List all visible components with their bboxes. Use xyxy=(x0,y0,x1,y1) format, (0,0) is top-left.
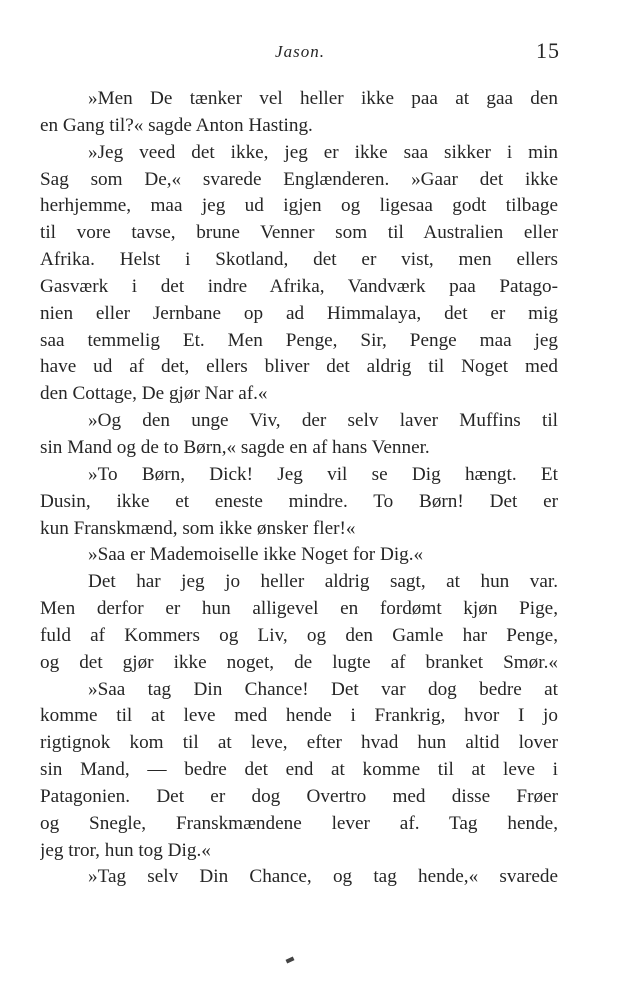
text-line: komme til at leve med hende i Frankrig, hvor I jo xyxy=(40,705,558,727)
text-line: og Snegle, Franskmændene lever af. Tag hende, xyxy=(40,812,558,834)
running-title: Jason. xyxy=(275,42,325,61)
text-line: herhjemme, maa jeg ud igjen og ligesaa godt tilbage xyxy=(40,195,558,217)
text-line: Dusin, ikke et eneste mindre. To Børn! Det er xyxy=(40,490,558,512)
text-line: en Gang til?« sagde Anton Hasting. xyxy=(40,114,313,136)
text-line: og det gjør ikke noget, de lugte af branket Smør.« xyxy=(40,651,558,673)
text-line: »Men De tænker vel heller ikke paa at gaa den xyxy=(88,88,558,109)
text-line: sin Mand, — bedre det end at komme til at leve i xyxy=(40,759,558,781)
text-line: »Saa er Mademoiselle ikke Noget for Dig.« xyxy=(88,544,424,566)
page-number: 15 xyxy=(536,38,560,63)
text-line: nien eller Jernbane op ad Himmalaya, det er mig xyxy=(40,302,558,324)
body-text xyxy=(40,86,558,891)
text-line: »To Børn, Dick! Jeg vil se Dig hængt. Et xyxy=(88,463,558,485)
text-line: jeg tror, hun tog Dig.« xyxy=(40,839,211,861)
text-line: »Jeg veed det ikke, jeg er ikke saa sikker i min xyxy=(88,141,558,163)
text-line: rigtignok kom til at leve, efter hvad hun altid lover xyxy=(40,732,558,754)
text-line: »Saa tag Din Chance! Det var dog bedre at xyxy=(88,678,558,700)
text-line: kun Franskmænd, som ikke ønsker fler!« xyxy=(40,517,356,539)
text-line: fuld af Kommers og Liv, og den Gamle har Penge, xyxy=(40,624,558,646)
text-line: »Og den unge Viv, der selv laver Muffins til xyxy=(88,410,558,432)
text-line: Men derfor er hun alligevel en fordømt kjøn Pige, xyxy=(40,598,558,620)
text-line: Gasværk i det indre Afrika, Vandværk paa Patago- xyxy=(40,275,558,297)
text-line: Det har jeg jo heller aldrig sagt, at hun var. xyxy=(88,571,558,593)
text-line: have ud af det, ellers bliver det aldrig til Noget med xyxy=(40,356,558,378)
text-line: den Cottage, De gjør Nar af.« xyxy=(40,383,268,405)
text-line: »Tag selv Din Chance, og tag hende,« svarede xyxy=(88,866,558,888)
print-mark xyxy=(286,956,295,963)
text-line: Afrika. Helst i Skotland, det er vist, men ellers xyxy=(40,249,558,271)
text-line: sin Mand og de to Børn,« sagde en af hans Venner. xyxy=(40,436,430,458)
text-line: saa temmelig Et. Men Penge, Sir, Penge maa jeg xyxy=(40,329,558,351)
running-head xyxy=(40,38,560,64)
text-line: Sag som De,« svarede Englænderen. »Gaar det ikke xyxy=(40,168,558,190)
text-line: Patagonien. Det er dog Overtro med disse Frøer xyxy=(40,785,558,807)
text-line: til vore tavse, brune Venner som til Australien eller xyxy=(40,222,558,244)
